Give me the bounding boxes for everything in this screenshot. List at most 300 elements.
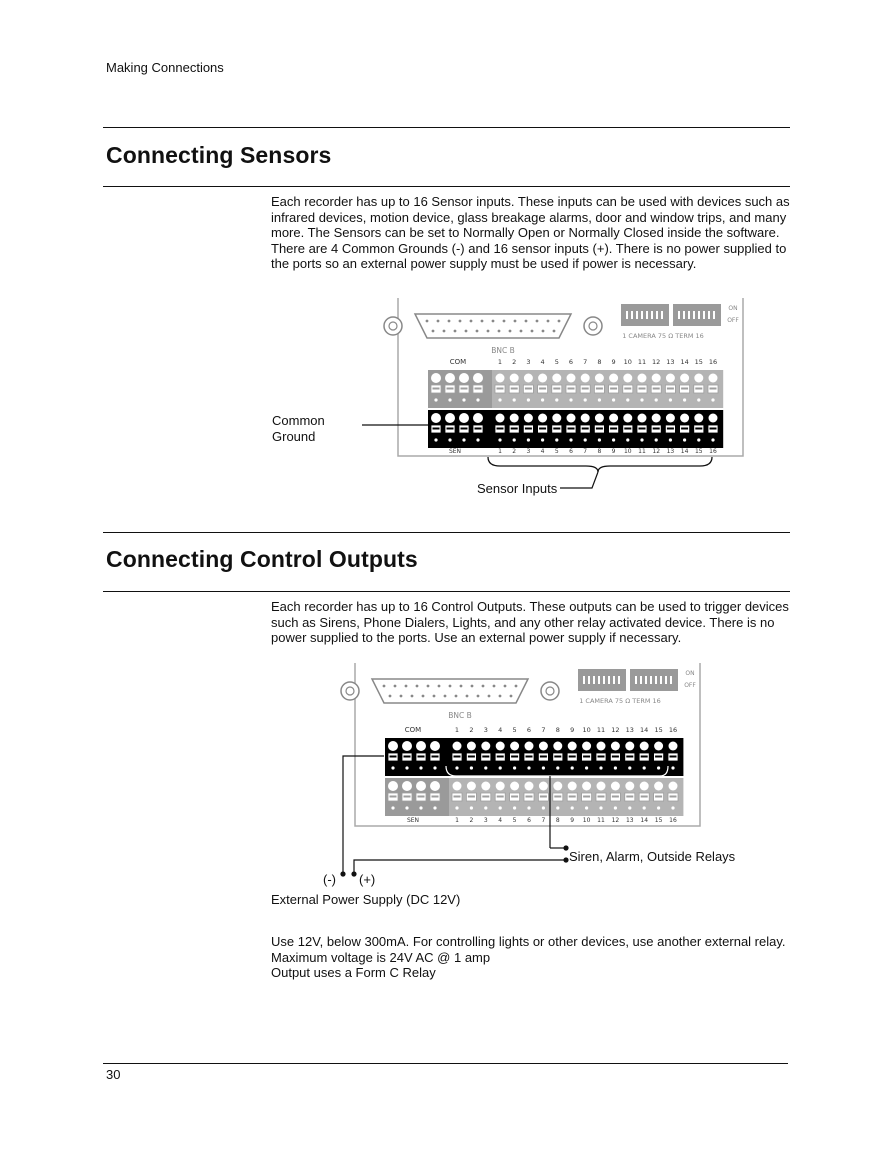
terminal-number: 7 <box>541 817 546 824</box>
terminal-screw <box>445 413 455 423</box>
connector-pin <box>455 695 458 698</box>
db25-connector-icon <box>372 679 528 703</box>
terminal-number: 2 <box>512 358 517 366</box>
terminal-pin <box>462 398 465 401</box>
terminal-pin <box>598 398 601 401</box>
terminal-screw <box>597 742 606 751</box>
terminal-pin <box>614 806 617 809</box>
terminal-screw <box>481 742 490 751</box>
dip-switch-lever <box>693 311 695 319</box>
connector-pin <box>411 695 414 698</box>
terminal-pin <box>657 766 660 769</box>
terminal-number: 1 <box>497 358 503 366</box>
terminal-screw <box>539 742 548 751</box>
terminal-pin <box>585 806 588 809</box>
connector-pin <box>525 320 528 323</box>
terminal-slot <box>497 756 504 758</box>
dip-switch-lever <box>665 676 667 684</box>
terminal-pin <box>669 438 672 441</box>
terminal-number: 5 <box>554 358 559 366</box>
note-line: Output uses a Form C Relay <box>271 965 436 981</box>
terminal-number: 7 <box>583 358 588 366</box>
terminal-slot <box>497 796 504 798</box>
dip-switch-lever <box>603 676 605 684</box>
running-header: Making Connections <box>106 60 224 75</box>
terminal-number: 10 <box>623 358 632 366</box>
terminal-slot <box>598 796 605 798</box>
connector-pin <box>416 685 419 688</box>
terminal-number: 7 <box>583 448 588 455</box>
off-label: OFF <box>684 682 696 689</box>
connector-pin <box>470 320 473 323</box>
terminal-pin <box>455 766 458 769</box>
terminal-pin <box>419 766 422 769</box>
terminal-screw <box>496 374 505 383</box>
terminal-slot <box>681 428 688 430</box>
terminal-pin <box>555 398 558 401</box>
terminal-slot <box>569 796 576 798</box>
connector-pin <box>482 685 485 688</box>
dip-switch-lever <box>708 311 710 319</box>
terminal-group-label: COM <box>404 726 422 734</box>
terminal-pin <box>448 398 451 401</box>
terminal-screw <box>652 374 661 383</box>
terminal-number: 4 <box>540 358 545 366</box>
terminal-screw <box>597 782 606 791</box>
terminal-slot <box>583 756 590 758</box>
connector-pin <box>487 330 490 333</box>
terminal-pin <box>498 398 501 401</box>
connector-pin <box>498 330 501 333</box>
terminal-pin <box>484 766 487 769</box>
terminal-group-label: COM <box>449 358 467 366</box>
terminal-number: 6 <box>568 358 574 366</box>
terminal-slot <box>447 388 454 390</box>
terminal-screw <box>473 413 483 423</box>
terminal-group-label: SEN <box>406 817 420 824</box>
dip-switch-lever <box>588 676 590 684</box>
terminal-number: 12 <box>652 448 661 455</box>
terminal-slot <box>653 428 660 430</box>
dip-switch-lever <box>583 676 585 684</box>
terminal-number: 11 <box>637 358 647 366</box>
terminal-number: 3 <box>526 358 531 366</box>
note-line: Maximum voltage is 24V AC @ 1 amp <box>271 949 491 965</box>
mount-screw-icon <box>546 687 554 695</box>
terminal-slot <box>540 756 547 758</box>
terminal-pin <box>569 438 572 441</box>
terminal-slot <box>468 756 475 758</box>
terminal-screw <box>453 742 462 751</box>
wire-terminal-dot <box>340 871 345 876</box>
terminal-screw <box>654 742 663 751</box>
terminal-pin <box>470 766 473 769</box>
dip-switch-lever <box>593 676 595 684</box>
terminal-pin <box>556 806 559 809</box>
terminal-slot <box>390 756 397 758</box>
terminal-pin <box>405 766 408 769</box>
off-label: OFF <box>727 317 739 324</box>
terminal-slot <box>497 428 504 430</box>
terminal-pin <box>697 398 700 401</box>
terminal-pin <box>455 806 458 809</box>
terminal-pin <box>434 438 437 441</box>
terminal-slot <box>655 756 662 758</box>
bnc-label: BNC B <box>491 346 515 355</box>
outputs-notes <box>271 934 791 981</box>
connector-pin <box>509 330 512 333</box>
dip-switch-lever <box>703 311 705 319</box>
section-title-outputs: Connecting Control Outputs <box>106 546 418 572</box>
dip-switch-lever <box>661 311 663 319</box>
terminal-screw <box>481 782 490 791</box>
dip-switch-lever <box>626 311 628 319</box>
terminal-pin <box>391 766 394 769</box>
terminal-slot <box>553 388 560 390</box>
terminal-pin <box>542 766 545 769</box>
terminal-number: 5 <box>512 726 517 734</box>
terminal-slot <box>667 428 674 430</box>
connector-pin <box>466 695 469 698</box>
terminal-screw <box>496 782 505 791</box>
terminal-number: 8 <box>555 726 560 734</box>
terminal-pin <box>640 398 643 401</box>
terminal-number: 14 <box>640 726 649 734</box>
terminal-pin <box>391 806 394 809</box>
terminal-slot <box>511 756 518 758</box>
terminal-screw <box>510 742 519 751</box>
terminal-slot <box>454 756 461 758</box>
terminal-number: 16 <box>708 358 718 366</box>
connector-pin <box>427 685 430 688</box>
terminal-pin <box>571 766 574 769</box>
terminal-slot <box>404 796 411 798</box>
terminal-pin <box>657 806 660 809</box>
terminal-number: 16 <box>668 726 678 734</box>
connector-pin <box>394 685 397 688</box>
terminal-slot <box>583 796 590 798</box>
connector-pin <box>510 695 513 698</box>
terminal-screw <box>430 741 440 751</box>
terminal-slot <box>511 428 518 430</box>
terminal-slot <box>695 428 702 430</box>
plus-terminal-label: (+) <box>359 872 376 887</box>
terminal-number: 11 <box>596 726 606 734</box>
terminal-pin <box>599 806 602 809</box>
terminal-slot <box>710 428 717 430</box>
terminal-pin <box>405 806 408 809</box>
terminal-group-label: SEN <box>448 448 462 455</box>
terminal-pin <box>556 766 559 769</box>
terminal-screw <box>525 782 534 791</box>
terminal-number: 15 <box>654 817 663 824</box>
terminal-screw <box>467 742 476 751</box>
terminal-pin <box>612 438 615 441</box>
terminal-screw <box>680 414 689 423</box>
dip-switch-lever <box>635 676 637 684</box>
terminal-number: 1 <box>455 817 459 824</box>
terminal-slot <box>525 388 532 390</box>
terminal-slot <box>610 428 617 430</box>
terminal-pin <box>612 398 615 401</box>
on-label: ON <box>685 670 695 677</box>
positive-wire <box>354 860 566 873</box>
connector-pin <box>514 320 517 323</box>
terminal-slot <box>670 796 677 798</box>
terminal-pin <box>614 766 617 769</box>
terminal-slot <box>667 388 674 390</box>
terminal-number: 13 <box>625 726 634 734</box>
connector-pin <box>481 320 484 323</box>
terminal-pin <box>683 398 686 401</box>
terminal-pin <box>671 766 674 769</box>
terminal-screw <box>431 373 441 383</box>
terminal-slot <box>433 428 440 430</box>
terminal-pin <box>419 806 422 809</box>
terminal-number: 7 <box>541 726 546 734</box>
sensor-inputs-pointer <box>560 472 598 488</box>
connector-pin <box>553 330 556 333</box>
terminal-screw <box>652 414 661 423</box>
terminal-pin <box>571 806 574 809</box>
dip-switch-lever <box>678 311 680 319</box>
terminal-number: 6 <box>569 448 573 455</box>
terminal-slot <box>612 796 619 798</box>
terminal-number: 5 <box>512 817 517 824</box>
section-rule-bottom <box>103 591 790 592</box>
terminal-screw <box>581 374 590 383</box>
terminal-pin <box>513 438 516 441</box>
terminal-number: 12 <box>611 726 620 734</box>
terminal-slot <box>482 756 489 758</box>
dip-switch-lever <box>646 311 648 319</box>
terminal-screw <box>416 741 426 751</box>
terminal-pin <box>626 398 629 401</box>
connector-pin <box>443 330 446 333</box>
terminal-number: 3 <box>483 817 488 824</box>
terminal-screw <box>568 742 577 751</box>
terminal-number: 15 <box>694 358 703 366</box>
terminal-screw <box>694 374 703 383</box>
connector-pin <box>515 685 518 688</box>
connector-pin <box>493 685 496 688</box>
sensors-paragraph-2: There are 4 Common Grounds (-) and 16 sensor inputs (+). There is no power supplied to the ports so an external power supply must be used if power is necessary. <box>271 240 787 272</box>
connector-pin <box>488 695 491 698</box>
terminal-screw <box>453 782 462 791</box>
terminal-pin <box>499 806 502 809</box>
minus-terminal-label: (-) <box>323 872 336 887</box>
terminal-number: 6 <box>526 726 532 734</box>
section-rule-top <box>103 532 790 533</box>
terminal-pin <box>643 806 646 809</box>
terminal-slot <box>511 796 518 798</box>
terminal-screw <box>524 374 533 383</box>
terminal-slot <box>641 756 648 758</box>
outputs-paragraph-1: Each recorder has up to 16 Control Outputs. These outputs can be used to trigger devices such as Sirens, Phone Dialers, Lights, and any other relay activated device. There is no power supplied to the ports. Use an external power supply if necessary. <box>271 599 789 646</box>
terminal-screw <box>510 374 519 383</box>
dip-switch-lever <box>613 676 615 684</box>
terminal-number: 13 <box>625 817 634 824</box>
terminal-screw <box>694 414 703 423</box>
terminal-number: 9 <box>611 358 616 366</box>
power-supply-label: External Power Supply (DC 12V) <box>271 892 461 907</box>
footer-rule <box>103 1063 788 1064</box>
mount-screw-icon <box>389 322 397 330</box>
dip-caption: 1 CAMERA 75 Ω TERM 16 <box>579 697 661 705</box>
terminal-slot <box>569 756 576 758</box>
terminal-screw <box>625 782 634 791</box>
terminal-screw <box>669 782 678 791</box>
dip-switch-lever <box>688 311 690 319</box>
terminal-pin <box>476 438 479 441</box>
dip-switch-lever <box>670 676 672 684</box>
terminal-screw <box>552 374 561 383</box>
terminal-pin <box>448 438 451 441</box>
terminal-screw <box>638 374 647 383</box>
terminal-slot <box>418 796 425 798</box>
terminal-pin <box>476 398 479 401</box>
connector-pin <box>405 685 408 688</box>
terminal-number: 9 <box>611 448 616 455</box>
terminal-number: 15 <box>654 726 663 734</box>
connector-pin <box>437 320 440 323</box>
terminal-pin <box>584 438 587 441</box>
terminal-screw <box>567 414 576 423</box>
terminal-screw <box>402 781 412 791</box>
terminal-slot <box>624 388 631 390</box>
terminal-number: 16 <box>669 817 677 824</box>
terminal-screw <box>510 414 519 423</box>
connector-pin <box>503 320 506 323</box>
dip-switch-lever <box>640 676 642 684</box>
terminal-screw <box>510 782 519 791</box>
outputs-body <box>271 599 791 646</box>
dip-switch-lever <box>598 676 600 684</box>
terminal-number: 6 <box>527 817 531 824</box>
terminal-number: 13 <box>666 448 675 455</box>
sensor-inputs-label: Sensor Inputs <box>477 481 558 496</box>
terminal-number: 3 <box>526 448 531 455</box>
terminal-slot <box>598 756 605 758</box>
terminal-slot <box>596 428 603 430</box>
terminal-slot <box>447 428 454 430</box>
connector-pin <box>400 695 403 698</box>
terminal-pin <box>655 438 658 441</box>
terminal-pin <box>711 398 714 401</box>
terminal-screw <box>582 742 591 751</box>
terminal-pin <box>643 766 646 769</box>
connector-pin <box>460 685 463 688</box>
terminal-number: 8 <box>597 448 602 455</box>
terminal-screw <box>388 741 398 751</box>
wire-terminal-dot <box>351 871 356 876</box>
terminal-pin <box>626 438 629 441</box>
terminal-number: 2 <box>469 817 474 824</box>
terminal-screw <box>623 414 632 423</box>
on-label: ON <box>728 305 738 312</box>
siren-alarm-label: Siren, Alarm, Outside Relays <box>569 849 736 864</box>
connector-pin <box>547 320 550 323</box>
terminal-number: 11 <box>638 448 646 455</box>
terminal-slot <box>433 388 440 390</box>
connector-pin <box>449 685 452 688</box>
connector-pin <box>432 330 435 333</box>
terminal-pin <box>541 438 544 441</box>
terminal-slot <box>432 756 439 758</box>
terminal-screw <box>609 414 618 423</box>
terminal-slot <box>596 388 603 390</box>
terminal-pin <box>513 806 516 809</box>
terminal-screw <box>640 782 649 791</box>
connector-pin <box>465 330 468 333</box>
connector-pin <box>504 685 507 688</box>
connector-pin <box>471 685 474 688</box>
terminal-screw <box>467 782 476 791</box>
terminal-screw <box>568 782 577 791</box>
terminal-slot <box>568 428 575 430</box>
terminal-pin <box>527 438 530 441</box>
dip-switch-lever <box>650 676 652 684</box>
terminal-pin <box>499 766 502 769</box>
terminal-screw <box>595 374 604 383</box>
terminal-screw <box>582 782 591 791</box>
terminal-number: 2 <box>512 448 517 455</box>
terminal-number: 2 <box>469 726 474 734</box>
terminal-screw <box>388 781 398 791</box>
connector-pin <box>448 320 451 323</box>
terminal-number: 5 <box>554 448 559 455</box>
terminal-slot <box>539 388 546 390</box>
connector-pin <box>444 695 447 698</box>
terminal-screw <box>680 374 689 383</box>
terminal-slot <box>670 756 677 758</box>
terminal-screw <box>638 414 647 423</box>
terminal-slot <box>540 796 547 798</box>
terminal-slot <box>641 796 648 798</box>
terminal-number: 4 <box>540 448 545 455</box>
dip-switch-lever <box>631 311 633 319</box>
connector-pin <box>389 695 392 698</box>
terminal-slot <box>554 796 561 798</box>
terminal-slot <box>554 756 561 758</box>
terminal-slot <box>390 796 397 798</box>
dip-switch-lever <box>641 311 643 319</box>
terminal-slot <box>461 428 468 430</box>
dip-switch-lever <box>645 676 647 684</box>
terminal-pin <box>434 398 437 401</box>
connector-pin <box>426 320 429 323</box>
terminal-screw <box>552 414 561 423</box>
mount-screw-icon <box>346 687 354 695</box>
connector-pin <box>422 695 425 698</box>
terminal-screw <box>459 373 469 383</box>
sensors-paragraph-1: Each recorder has up to 16 Sensor inputs. These inputs can be used with devices such as infrared devices, motion device, glass breakage alarms, door and window trips, and many more. The Sensors can be set to Normally Open or Normally Closed inside the software. <box>271 194 790 241</box>
terminal-screw <box>459 413 469 423</box>
terminal-screw <box>402 741 412 751</box>
terminal-pin <box>569 398 572 401</box>
terminal-slot <box>553 428 560 430</box>
terminal-slot <box>639 388 646 390</box>
terminal-slot <box>525 428 532 430</box>
terminal-screw <box>666 374 675 383</box>
terminal-pin <box>683 438 686 441</box>
terminal-pin <box>498 438 501 441</box>
connector-pin <box>520 330 523 333</box>
terminal-slot <box>626 756 633 758</box>
terminal-pin <box>671 806 674 809</box>
terminal-pin <box>584 398 587 401</box>
terminal-screw <box>496 742 505 751</box>
